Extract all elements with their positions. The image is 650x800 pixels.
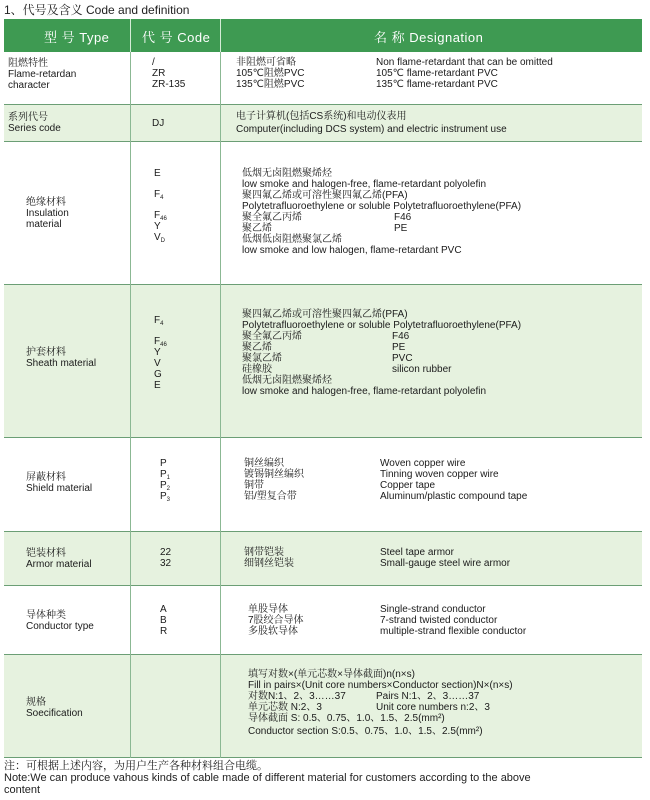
designation-en: Steel tape armor Small-gauge steel wire armor — [380, 547, 511, 569]
code-cell: DJ — [152, 118, 165, 129]
header-code: 代 号 Code — [142, 30, 211, 45]
header-divider — [220, 19, 221, 52]
page-title: 1、代号及含义 Code and definition — [4, 3, 190, 17]
type-cell: 铠装材料 Armor material — [26, 548, 92, 570]
header-type: 型 号 Type — [44, 30, 110, 45]
code-cell: A B R — [160, 604, 168, 637]
type-cell: 导体种类 Conductor type — [26, 610, 94, 632]
note-en-continued: content — [4, 784, 41, 796]
row-shield — [4, 438, 642, 532]
row-conductor — [4, 586, 642, 655]
row-armor — [4, 532, 642, 586]
designation-cn: 单股导体 7股绞合导体 多股软导体 — [248, 604, 304, 637]
note-en: Note:We can produce vahous kinds of cable made of different material for customers according to the above — [4, 772, 531, 784]
code-cell: P $P_1$ $P_2$ $P_3$ — [160, 458, 171, 503]
designation-cell: 聚四氟乙烯或可溶性聚四氟乙烯(PFA) Polytetrafluoroethylene or soluble Polytetrafluoroethylene(PFA) 聚全氟乙丙烯 F46 聚乙烯 PE 聚氯乙烯 PVC 硅橡胶 silicon rubber 低烟无卤阻燃聚烯烃 low smoke and halogen-free, flame-retardant polyolefin — [242, 309, 522, 397]
designation-cell: 填写对数×(单元芯数×导体截面)n(n×s) Fill in pairs×(Unit core numbers×Conductor section)N×(n×s) 对数N:1、2、3……37 Pairs N:1、2、3……37 单元芯数 N:2、3 Unit core numbers n:2、3 导体截面 S: 0.5、0.75、1.0、1.5、2.5(mm²) Conductor section S:0.5、0.75、1.0、1.5、2.5(mm²) — [248, 669, 513, 737]
designation-en: Single-strand conductor 7-strand twisted conductor multiple-strand flexible conductor — [380, 604, 527, 637]
designation-cell: 电子计算机(包括CS系统)和电动仪表用 Computer(including DCS system) and electric instrument use — [236, 111, 507, 135]
designation-en: Non flame-retardant that can be omitted 105℃ flame-retardant PVC 135℃ flame-retardant PVC — [376, 57, 553, 90]
header-designation: 名 称 Designation — [374, 30, 484, 45]
designation-cn: 钢带铠装 细钢丝铠装 — [244, 547, 294, 569]
designation-en: Woven copper wire Tinning woven copper wire Copper tape Aluminum/plastic compound tape — [380, 458, 528, 502]
row-insulation — [4, 142, 642, 285]
row-specification — [4, 655, 642, 758]
type-cell: 阻燃特性 Flame-retardan character — [8, 58, 77, 91]
header-divider — [130, 19, 131, 52]
designation-cn: 非阻燃可省略 105℃阻燃PVC 135℃阻燃PVC — [236, 57, 305, 90]
note-cn: 注：可根据上述内容，为用户生产各种材料组合电缆。 — [4, 760, 268, 772]
type-cell: 系列代号 Series code — [8, 112, 61, 134]
code-cell: $F_4$ $F_{46}$ Y V G E — [154, 315, 167, 391]
code-cell: 22 32 — [160, 547, 172, 569]
row-sheath — [4, 285, 642, 438]
type-cell: 规格 Soecification — [26, 697, 83, 719]
row-series — [4, 105, 642, 142]
code-cell: E $F_4$ $F_{46}$ Y $V_D$ — [154, 168, 167, 244]
type-cell: 屏蔽材料 Shield material — [26, 472, 93, 494]
designation-cn: 铜丝编织 镀锡铜丝编织 铜带 铝/塑复合带 — [244, 458, 304, 502]
row-flame — [4, 52, 642, 105]
designation-cell: 低烟无卤阻燃聚烯烃 low smoke and halogen-free, flame-retardant polyolefin 聚四氟乙烯或可溶性聚四氟乙烯(PFA) Polytetrafluoroethylene or soluble Polytetrafluoroethylene(PFA) 聚全氟乙丙烯 F46 聚乙烯 PE 低烟低卤阻燃聚氯乙烯 low smoke and low halogen, flame-retardant PVC — [242, 168, 522, 256]
type-cell: 绝缘材料 Insulation material — [26, 197, 69, 230]
table-header — [4, 19, 642, 52]
type-cell: 护套材料 Sheath material — [26, 347, 97, 369]
code-cell: / ZR ZR-135 — [152, 57, 186, 90]
